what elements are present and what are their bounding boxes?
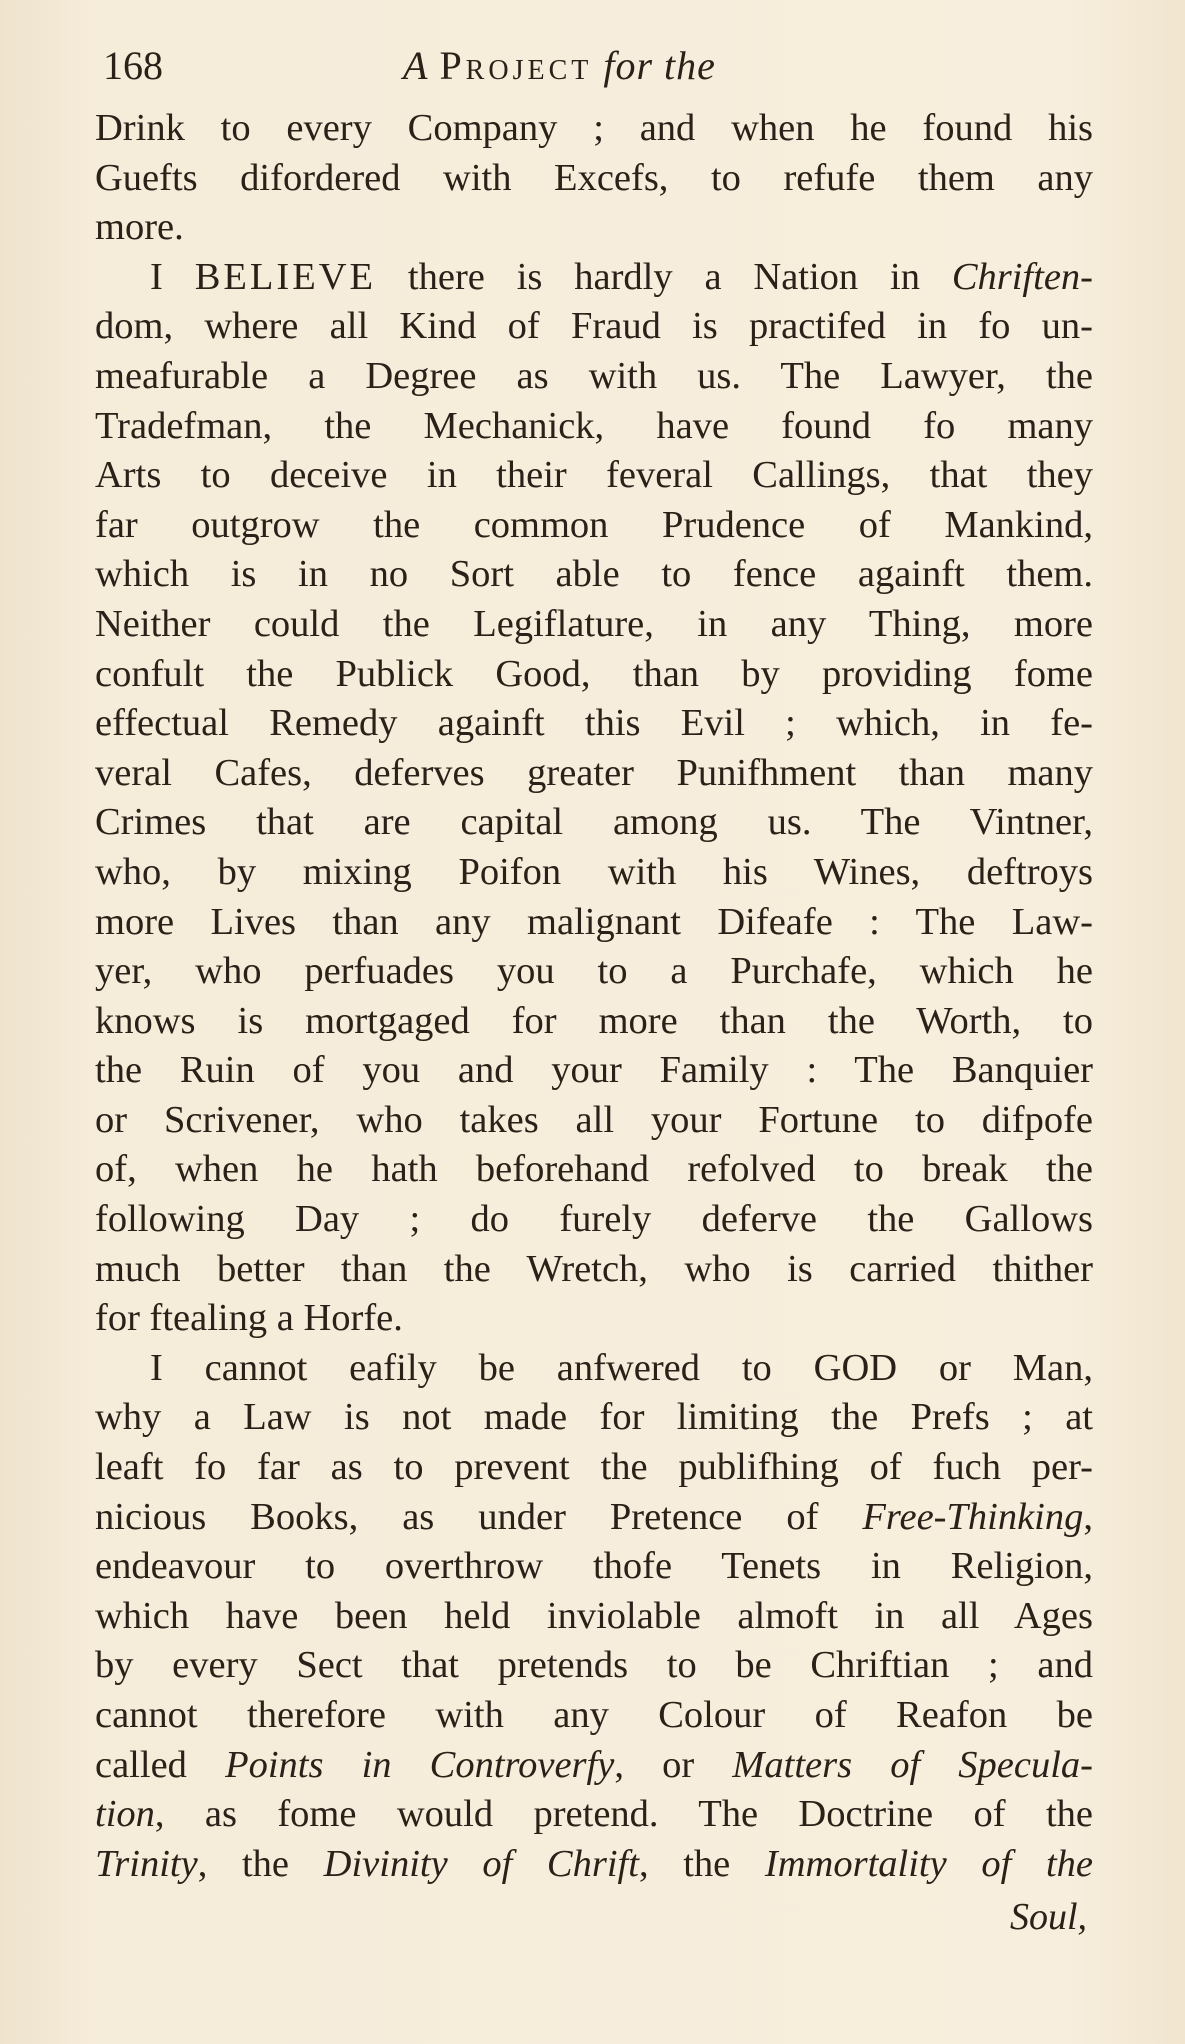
text-line: of, when he hath beforehand refolved to break the — [95, 1148, 1093, 1191]
text-line: for ftealing a Horfe. — [95, 1297, 403, 1340]
text-line — [95, 1790, 1095, 1840]
text-line: who, by mixing Poifon with his Wines, deftroys — [95, 850, 1093, 893]
text-line: effectual Remedy againft this Evil ; which, in fe- — [95, 702, 1093, 745]
text-line: dom, where all Kind of Fraud is practifed in fo un- — [95, 305, 1093, 348]
text-line: far outgrow the common Prudence of Mankind, — [95, 503, 1093, 546]
text-line: much better than the Wretch, who is carried thither — [95, 1247, 1093, 1290]
italic-run: Trinity — [95, 1842, 198, 1885]
text-line: Guefts difordered with Excefs, to refufe them any — [95, 156, 1093, 199]
text-run: , — [1083, 1495, 1093, 1538]
text-line: which have been held inviolable almoft in all Ages — [95, 1594, 1093, 1637]
text-line: meafurable a Degree as with us. The Lawyer, the — [95, 354, 1093, 397]
text-run: , the — [197, 1842, 324, 1885]
italic-run: Divinity of Chrift — [323, 1842, 639, 1885]
paragraph-initial: I — [150, 1346, 163, 1389]
text-line: Drink to every Company ; and when he found his — [95, 107, 1093, 149]
italic-run: tion — [95, 1793, 155, 1836]
text-line: yer, who perfuades you to a Purchafe, which he — [95, 950, 1093, 993]
text-line — [95, 1741, 1095, 1791]
page-number: 168 — [103, 43, 163, 88]
italic-run: Points in Controverfy — [225, 1743, 615, 1786]
text-line: or Scrivener, who takes all your Fortune to difpofe — [95, 1098, 1093, 1141]
body-text — [95, 104, 1095, 1889]
text-line: Neither could the Legiflature, in any Thing, more — [95, 602, 1093, 645]
text-run: , as fome would pretend. The Doctrine of the — [154, 1793, 1093, 1836]
text-run: , the — [638, 1842, 765, 1885]
text-line — [95, 1840, 1095, 1890]
paragraph-opening-line — [95, 253, 1095, 303]
paragraph-opening-line — [95, 1344, 1095, 1394]
text-run: , or — [614, 1743, 733, 1786]
text-line: Arts to deceive in their feveral Callings, that they — [95, 454, 1093, 497]
italic-run: Matters of Specula- — [732, 1743, 1093, 1786]
text-line: more Lives than any malignant Difeafe : The Law- — [95, 900, 1093, 943]
text-line: veral Cafes, deferves greater Punifhment than many — [95, 751, 1093, 794]
text-line: Crimes that are capital among us. The Vintner, — [95, 801, 1093, 844]
text-run: cannot eafily be anfwered to GOD or Man, — [162, 1346, 1093, 1389]
running-title — [403, 42, 716, 89]
text-line: by every Sect that pretends to be Chriftian ; and — [95, 1644, 1093, 1687]
text-line: leaft fo far as to prevent the publifhing of fuch per- — [95, 1446, 1093, 1489]
page-header — [103, 42, 1083, 102]
text-line: the Ruin of you and your Family : The Banquier — [95, 1049, 1093, 1092]
text-line: confult the Publick Good, than by providing fome — [95, 652, 1093, 695]
text-line: which is in no Sort able to fence againft them. — [95, 553, 1093, 596]
catchword: Soul, — [1009, 1896, 1087, 1938]
italic-run: Chriften- — [951, 255, 1093, 298]
text-run: there is hardly a Nation in — [376, 255, 952, 298]
text-run: called — [95, 1743, 226, 1786]
text-line: endeavour to overthrow thofe Tenets in Religion, — [95, 1545, 1093, 1588]
text-line: more. — [95, 206, 184, 249]
text-line: why a Law is not made for limiting the Prefs ; at — [95, 1396, 1093, 1439]
running-title-project: Project — [439, 43, 593, 88]
running-title-for-the: for the — [603, 43, 716, 88]
text-line: knows is mortgaged for more than the Worth, to — [95, 999, 1093, 1042]
running-title-a: A — [403, 43, 429, 88]
text-line — [95, 1493, 1095, 1543]
italic-run: Immortality of the — [764, 1842, 1093, 1885]
paragraph-initial: I — [150, 255, 195, 298]
text-line: Tradefman, the Mechanick, have found fo many — [95, 404, 1093, 447]
text-line: following Day ; do furely deferve the Gallows — [95, 1198, 1093, 1241]
text-run: nicious Books, as under Pretence of — [95, 1495, 863, 1538]
text-line: cannot therefore with any Colour of Reafon be — [95, 1694, 1093, 1736]
italic-run: Free-Thinking — [862, 1495, 1084, 1538]
small-caps-lead: BELIEVE — [194, 255, 377, 298]
